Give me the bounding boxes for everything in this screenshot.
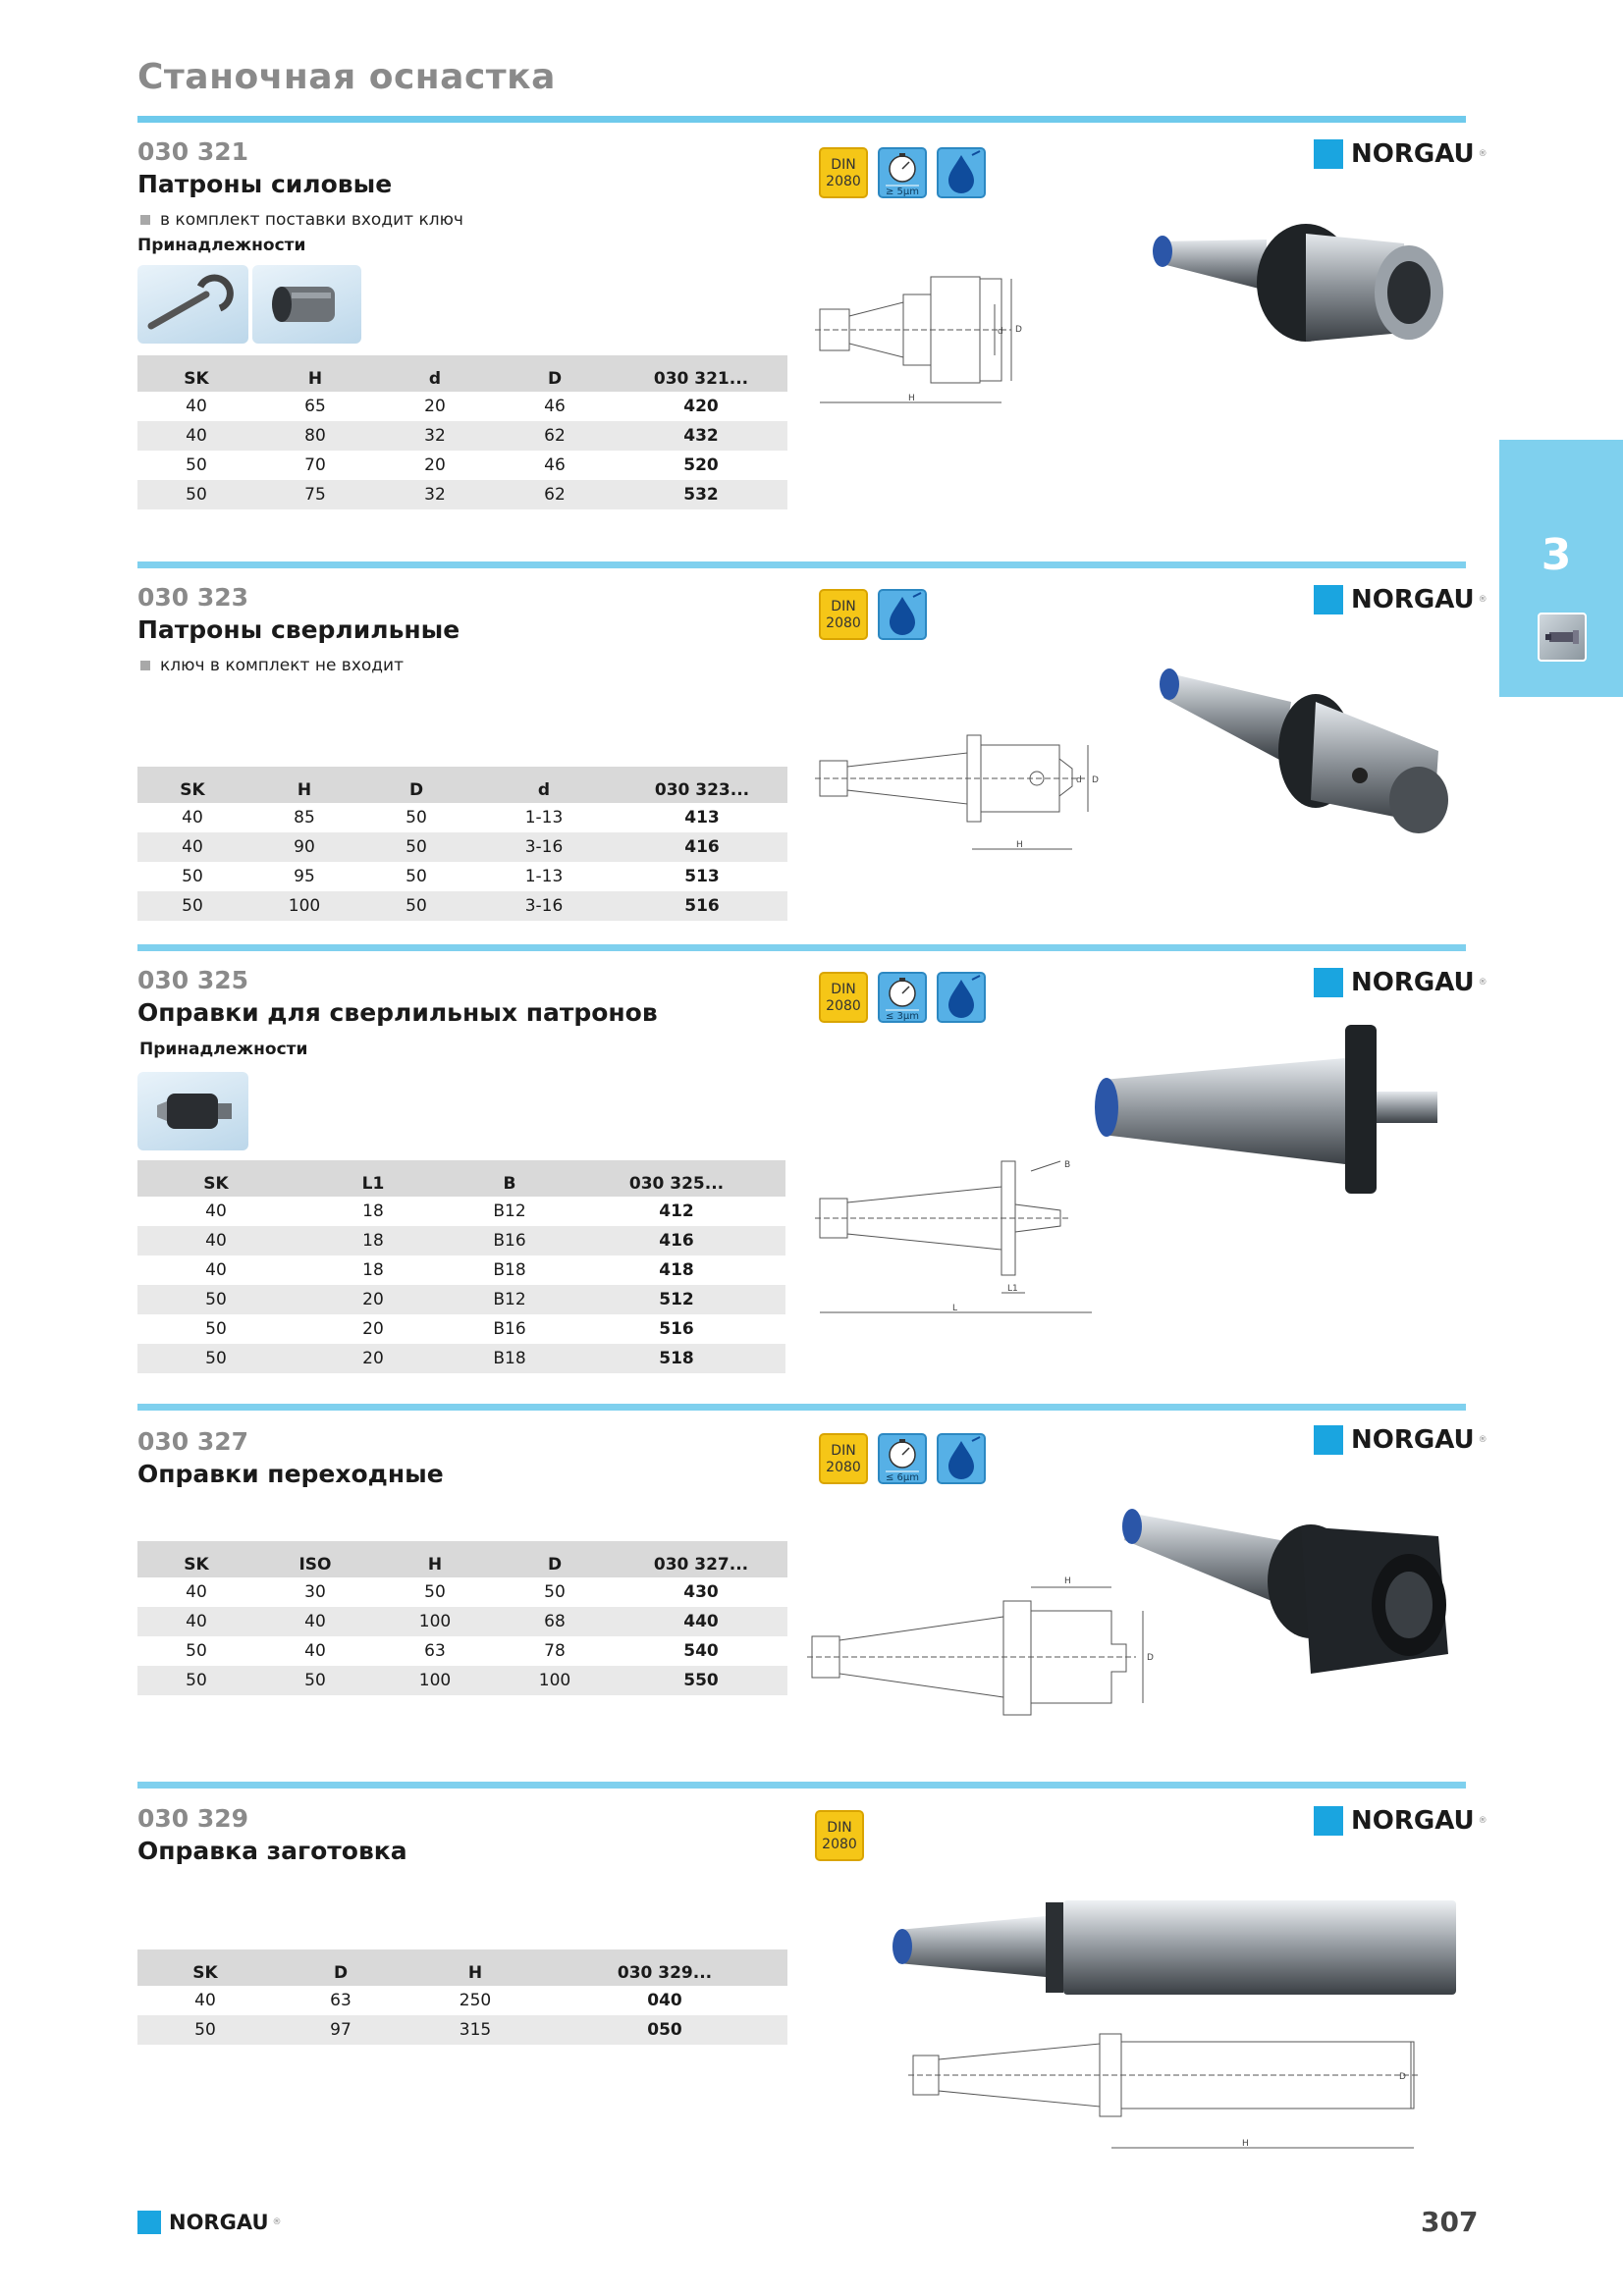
- cell: 1-13: [524, 867, 564, 886]
- cell: 50: [137, 480, 255, 509]
- brand-logo: NORGAU ®: [1314, 139, 1488, 169]
- article-suffix-cell: 532: [615, 480, 787, 509]
- dim-label: d: [1076, 775, 1082, 785]
- article-code: 030 327: [137, 1427, 249, 1456]
- cell: 78: [544, 1641, 566, 1661]
- table-row: [137, 1607, 787, 1636]
- dim-label: L1: [1007, 1284, 1018, 1294]
- brand-square-icon: [1314, 139, 1343, 169]
- cell: 50: [205, 1319, 227, 1339]
- brand-text: NORGAU: [1351, 1806, 1475, 1836]
- dim-label: D: [1092, 775, 1099, 785]
- cell: 40: [182, 808, 203, 828]
- drill-chuck-arbor-photo: [1085, 1021, 1458, 1198]
- product-name: Патроны силовые: [137, 170, 393, 198]
- adapter-arbor-photo: [1114, 1487, 1468, 1683]
- col-header: H: [408, 1949, 542, 1986]
- brand-square-icon: [1314, 1806, 1343, 1836]
- cell: 90: [247, 832, 361, 862]
- cell: 250: [459, 1991, 492, 2010]
- din-badge: DIN 2080: [819, 972, 868, 1023]
- brand-text: NORGAU: [169, 2211, 269, 2234]
- spec-table: [137, 1949, 787, 2045]
- col-header: L1: [295, 1160, 452, 1197]
- coolant-drop-icon: [937, 972, 986, 1023]
- din-badge: DIN 2080: [819, 147, 868, 198]
- table-row: [137, 421, 787, 451]
- article-suffix-cell: 418: [659, 1260, 694, 1280]
- cell: 50: [255, 1666, 375, 1695]
- col-header: 030 327...: [615, 1541, 787, 1577]
- technical-drawing: [908, 2012, 1448, 2160]
- article-code: 030 329: [137, 1804, 249, 1833]
- product-name: Патроны сверлильные: [137, 615, 460, 644]
- article-suffix-cell: 550: [615, 1666, 787, 1695]
- cell: 1-13: [524, 808, 564, 828]
- cell: 20: [362, 1319, 384, 1339]
- cell: 40: [205, 1260, 227, 1280]
- technical-drawing: [815, 731, 1149, 859]
- cell: 50: [361, 832, 471, 862]
- article-suffix-cell: 516: [659, 1319, 694, 1339]
- col-header: D: [495, 1541, 615, 1577]
- brand-logo: NORGAU ®: [1314, 1425, 1488, 1455]
- brand-square-icon: [137, 2211, 161, 2234]
- din-badge: DIN 2080: [819, 589, 868, 640]
- brand-text: NORGAU: [1351, 1425, 1475, 1455]
- cell: 3-16: [471, 832, 617, 862]
- cell: 32: [375, 421, 495, 451]
- cell: 75: [255, 480, 375, 509]
- col-header: d: [471, 767, 617, 803]
- dim-label: D: [1147, 1653, 1154, 1663]
- col-header: SK: [137, 1160, 295, 1197]
- dim-label: D: [1399, 2072, 1406, 2082]
- cell: B16: [452, 1226, 568, 1255]
- drill-chuck-photo: [1154, 653, 1478, 849]
- cell: 62: [495, 421, 615, 451]
- cell: 50: [424, 1582, 446, 1602]
- cell: 100: [375, 1666, 495, 1695]
- table-row: [137, 1226, 785, 1255]
- dim-label: H: [1016, 840, 1023, 850]
- section-divider: [137, 944, 1466, 951]
- spec-table: [137, 1541, 787, 1695]
- article-code: 030 321: [137, 137, 249, 166]
- col-header: D: [273, 1949, 408, 1986]
- table-row: [137, 451, 787, 480]
- delivery-note: [140, 210, 463, 230]
- col-header: SK: [137, 767, 247, 803]
- coolant-drop-icon: [937, 1433, 986, 1484]
- cell: 65: [304, 397, 326, 416]
- precision-label: ≤ 6µm: [885, 1472, 920, 1482]
- cell: 85: [294, 808, 315, 828]
- table-row: [137, 803, 787, 832]
- section-divider: [137, 116, 1466, 123]
- table-header-row: [137, 355, 787, 392]
- brand-square-icon: [1314, 968, 1343, 997]
- accessories-label: Принадлежности: [139, 1040, 308, 1059]
- cell: 50: [186, 455, 207, 475]
- table-header-row: [137, 767, 787, 803]
- section-divider: [137, 561, 1466, 568]
- brand-square-icon: [1314, 585, 1343, 614]
- product-name: Оправка заготовка: [137, 1837, 407, 1865]
- din-badge: DIN 2080: [819, 1433, 868, 1484]
- table-row: [137, 832, 787, 862]
- article-suffix-cell: 432: [615, 421, 787, 451]
- dim-label: D: [1015, 325, 1022, 335]
- cell: B12: [493, 1201, 526, 1221]
- cell: 20: [295, 1344, 452, 1373]
- section-divider: [137, 1404, 1466, 1411]
- hook-wrench-thumbnail[interactable]: [137, 265, 248, 344]
- col-header: 030 325...: [568, 1160, 785, 1197]
- table-row: [137, 1986, 787, 2015]
- col-header: D: [361, 767, 471, 803]
- cell: 100: [247, 891, 361, 921]
- cell: 40: [137, 1226, 295, 1255]
- article-suffix-cell: 518: [568, 1344, 785, 1373]
- table-header-row: [137, 1160, 785, 1197]
- cell: 100: [375, 1607, 495, 1636]
- cell: 40: [205, 1201, 227, 1221]
- table-row: [137, 2015, 787, 2045]
- table-row: [137, 1314, 785, 1344]
- cell: B18: [493, 1260, 526, 1280]
- dim-label: d: [998, 327, 1003, 337]
- article-suffix-cell: 040: [647, 1991, 682, 2010]
- table-header-row: [137, 1949, 787, 1986]
- precision-label: ≤ 3µm: [885, 1011, 920, 1021]
- table-row: [137, 392, 787, 421]
- col-header: SK: [137, 355, 255, 392]
- cell: 40: [137, 832, 247, 862]
- table-row: [137, 1577, 787, 1607]
- col-header: ISO: [255, 1541, 375, 1577]
- product-name: Оправки для сверлильных патронов: [137, 998, 658, 1027]
- coolant-drop-icon: [878, 589, 927, 640]
- table-header-row: [137, 1541, 787, 1577]
- cell: 20: [424, 397, 446, 416]
- dim-label: H: [908, 394, 915, 403]
- table-row: [137, 891, 787, 921]
- cell: 40: [186, 397, 207, 416]
- cell: 50: [406, 808, 427, 828]
- chapter-number: 3: [1541, 530, 1572, 580]
- brand-text: NORGAU: [1351, 585, 1475, 614]
- cell: 40: [137, 421, 255, 451]
- drill-chuck-thumbnail[interactable]: [137, 1072, 248, 1150]
- gauge-precision-icon: [878, 147, 927, 198]
- article-suffix-cell: 420: [683, 397, 719, 416]
- precision-label: ≥ 5µm: [885, 187, 920, 196]
- page-number: 307: [1421, 2206, 1479, 2238]
- article-suffix-cell: 440: [615, 1607, 787, 1636]
- note-text: в комплект поставки входит ключ: [160, 210, 463, 230]
- power-chuck-photo: [1139, 214, 1473, 371]
- section-divider: [137, 1782, 1466, 1789]
- cell: 40: [194, 1991, 216, 2010]
- technical-drawing: [815, 1153, 1100, 1320]
- col-header: d: [375, 355, 495, 392]
- cell: 95: [294, 867, 315, 886]
- cell: 46: [544, 397, 566, 416]
- technical-drawing: [807, 1566, 1161, 1733]
- cell: 97: [273, 2015, 408, 2045]
- article-code: 030 323: [137, 583, 249, 612]
- article-suffix-cell: 516: [617, 891, 787, 921]
- brand-logo: NORGAU ®: [1314, 968, 1488, 997]
- spec-table: [137, 355, 787, 509]
- article-suffix-cell: 513: [684, 867, 720, 886]
- delivery-note: [140, 656, 404, 675]
- cell: 50: [137, 1285, 295, 1314]
- col-header: H: [255, 355, 375, 392]
- article-suffix-cell: 430: [683, 1582, 719, 1602]
- table-row: [137, 862, 787, 891]
- cell: 20: [295, 1285, 452, 1314]
- dim-label: H: [1064, 1576, 1071, 1586]
- cell: 50: [406, 867, 427, 886]
- cell: B18: [452, 1344, 568, 1373]
- cell: 100: [495, 1666, 615, 1695]
- col-header: B: [452, 1160, 568, 1197]
- din-badge: DIN 2080: [815, 1810, 864, 1861]
- cell: 18: [295, 1226, 452, 1255]
- cell: 40: [186, 1582, 207, 1602]
- cell: 50: [182, 867, 203, 886]
- table-row: [137, 1285, 785, 1314]
- article-suffix-cell: 416: [617, 832, 787, 862]
- coolant-drop-icon: [937, 147, 986, 198]
- product-name: Оправки переходные: [137, 1460, 444, 1488]
- cell: 70: [304, 455, 326, 475]
- cell: 18: [362, 1260, 384, 1280]
- blank-arbor-photo: [879, 1895, 1468, 2002]
- cell: 20: [424, 455, 446, 475]
- table-row: [137, 480, 787, 509]
- cell: 50: [186, 1641, 207, 1661]
- accessories-label: Принадлежности: [137, 236, 306, 255]
- col-header: 030 323...: [617, 767, 787, 803]
- article-suffix-cell: 520: [683, 455, 719, 475]
- table-row: [137, 1666, 787, 1695]
- toolholder-icon: [1538, 613, 1587, 662]
- cell: 50: [137, 1344, 295, 1373]
- cell: 63: [330, 1991, 352, 2010]
- col-header: 030 321...: [615, 355, 787, 392]
- article-suffix-cell: 050: [542, 2015, 787, 2045]
- table-row: [137, 1197, 785, 1226]
- table-row: [137, 1255, 785, 1285]
- collet-thumbnail[interactable]: [252, 265, 361, 344]
- col-header: D: [495, 355, 615, 392]
- cell: B16: [493, 1319, 526, 1339]
- cell: 30: [304, 1582, 326, 1602]
- article-suffix-cell: 416: [568, 1226, 785, 1255]
- article-suffix-cell: 413: [684, 808, 720, 828]
- cell: 50: [544, 1582, 566, 1602]
- gauge-precision-icon: [878, 1433, 927, 1484]
- cell: 68: [495, 1607, 615, 1636]
- cell: 32: [375, 480, 495, 509]
- spec-table: [137, 767, 787, 921]
- cell: 18: [362, 1201, 384, 1221]
- col-header: H: [247, 767, 361, 803]
- table-row: [137, 1636, 787, 1666]
- cell: 40: [255, 1607, 375, 1636]
- dim-label: L: [952, 1304, 958, 1313]
- spec-table: [137, 1160, 785, 1373]
- dim-label: B: [1064, 1160, 1071, 1170]
- cell: 63: [424, 1641, 446, 1661]
- col-header: SK: [137, 1949, 273, 1986]
- cell: 46: [544, 455, 566, 475]
- technical-drawing: [815, 265, 1168, 412]
- cell: 50: [137, 2015, 273, 2045]
- cell: 315: [408, 2015, 542, 2045]
- col-header: 030 329...: [542, 1949, 787, 1986]
- cell: 40: [304, 1641, 326, 1661]
- cell: B12: [452, 1285, 568, 1314]
- bullet-square-icon: [140, 661, 150, 670]
- cell: 40: [137, 1607, 255, 1636]
- brand-logo: NORGAU ®: [1314, 1806, 1488, 1836]
- footer-brand-logo: NORGAU ®: [137, 2211, 282, 2234]
- brand-text: NORGAU: [1351, 139, 1475, 169]
- gauge-precision-icon: [878, 972, 927, 1023]
- brand-logo: NORGAU ®: [1314, 585, 1488, 614]
- page-title: Станочная оснастка: [137, 57, 556, 97]
- col-header: H: [375, 1541, 495, 1577]
- dim-label: H: [1242, 2139, 1249, 2149]
- cell: 50: [137, 891, 247, 921]
- cell: 50: [137, 1666, 255, 1695]
- cell: 3-16: [471, 891, 617, 921]
- cell: 50: [361, 891, 471, 921]
- article-suffix-cell: 540: [683, 1641, 719, 1661]
- cell: 80: [255, 421, 375, 451]
- cell: 62: [495, 480, 615, 509]
- note-text: ключ в комплект не входит: [160, 656, 404, 675]
- article-code: 030 325: [137, 966, 249, 994]
- col-header: SK: [137, 1541, 255, 1577]
- brand-square-icon: [1314, 1425, 1343, 1455]
- article-suffix-cell: 512: [568, 1285, 785, 1314]
- article-suffix-cell: 412: [659, 1201, 694, 1221]
- bullet-square-icon: [140, 215, 150, 225]
- brand-text: NORGAU: [1351, 968, 1475, 997]
- table-row: [137, 1344, 785, 1373]
